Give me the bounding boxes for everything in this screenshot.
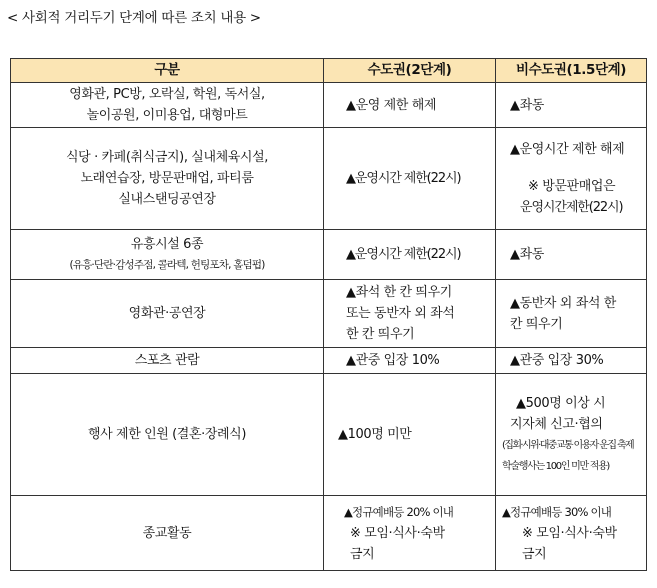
table-row: [11, 496, 647, 571]
measure-line: 한 칸 띄우기: [346, 327, 415, 342]
measure-line: ▲동반자 외 좌석 한: [510, 295, 616, 311]
measure-line: 지자체 신고·협의: [510, 416, 603, 432]
category-line: 영화관, PC방, 오락실, 학원, 독서실,: [69, 87, 265, 102]
table-header-row: [11, 59, 647, 83]
category-line: (유흥·단란·감성주점, 콜라텍, 헌팅포차, 홀덤펍): [69, 258, 265, 271]
measure-line: 칸 띄우기: [510, 316, 563, 332]
capital-measure: [324, 496, 496, 571]
note-line: 학술행사는 100인 미만 적용): [502, 460, 610, 472]
measure-line: ▲정규예배등 30% 이내: [502, 504, 612, 519]
header-non-capital-area: 비수도권(1.5단계): [496, 59, 647, 83]
capital-measure: [324, 348, 496, 374]
measure-line: ▲운영 제한 해제: [346, 97, 437, 113]
note-line: ※ 모임·식사·숙박: [350, 525, 445, 541]
measure-line: ▲좌동: [510, 97, 544, 113]
header-capital-area: 수도권(2단계): [324, 59, 496, 83]
category-line: 실내스탠딩공연장: [118, 192, 216, 207]
note-line: ※ 모임·식사·숙박: [522, 525, 617, 541]
header-category: 구분: [11, 59, 324, 83]
non-capital-measure: [496, 374, 647, 496]
capital-measure: [324, 83, 496, 128]
row-category: [11, 496, 324, 571]
row-category: [11, 280, 324, 348]
note-line: 운영시간제한(22시): [520, 200, 623, 215]
row-category: [11, 83, 324, 128]
category-line: 행사 제한 인원 (결혼·장례식): [87, 427, 246, 442]
measure-line: ▲관중 입장 10%: [346, 353, 440, 368]
non-capital-measure: [496, 128, 647, 230]
row-category: [11, 230, 324, 280]
category-line: 놀이공원, 이미용업, 대형마트: [86, 108, 248, 123]
non-capital-measure: [496, 280, 647, 348]
measure-line: ▲좌동: [510, 247, 544, 262]
measure-line: ▲운영시간 제한 해제: [510, 142, 625, 157]
measure-line: 또는 동반자 외 좌석: [346, 306, 455, 321]
non-capital-measure: [496, 348, 647, 374]
category-line: 스포츠 관람: [134, 353, 200, 368]
category-line: 유흥시설 6종: [130, 236, 204, 252]
non-capital-measure: [496, 83, 647, 128]
category-line: 영화관·공연장: [128, 306, 206, 321]
note-line: ※ 방문판매업은: [528, 179, 616, 194]
measure-line: ▲100명 미만: [338, 427, 412, 442]
category-line: 노래연습장, 방문판매업, 파티룸: [80, 171, 254, 186]
row-category: [11, 348, 324, 374]
page-title: < 사회적 거리두기 단계에 따른 조치 내용 >: [7, 10, 261, 26]
note-line: 금지: [350, 546, 375, 562]
category-line: 식당 · 카페(취식금지), 실내체육시설,: [66, 150, 268, 165]
row-category: [11, 128, 324, 230]
measure-line: ▲정규예배등 20% 이내: [344, 504, 454, 519]
measure-line: ▲관중 입장 30%: [510, 353, 604, 368]
measure-line: ▲운영시간 제한(22시): [346, 171, 461, 186]
non-capital-measure: [496, 496, 647, 571]
non-capital-measure: [496, 230, 647, 280]
table-row: [11, 374, 647, 496]
row-category: [11, 374, 324, 496]
capital-measure: [324, 374, 496, 496]
table-row: [11, 280, 647, 348]
category-line: 종교활동: [142, 525, 192, 541]
table-row: [11, 128, 647, 230]
note-line: 금지: [522, 546, 547, 562]
table-row: [11, 83, 647, 128]
table-row: [11, 348, 647, 374]
capital-measure: [324, 128, 496, 230]
note-line: (집회·시위·대중교통 이용자 운집 축제: [502, 439, 634, 451]
measures-table: [10, 58, 647, 571]
table-row: [11, 230, 647, 280]
measure-line: ▲500명 이상 시: [516, 395, 606, 411]
capital-measure: [324, 230, 496, 280]
measure-line: ▲운영시간 제한(22시): [346, 247, 461, 262]
measure-line: ▲좌석 한 칸 띄우기: [346, 285, 452, 300]
capital-measure: [324, 280, 496, 348]
